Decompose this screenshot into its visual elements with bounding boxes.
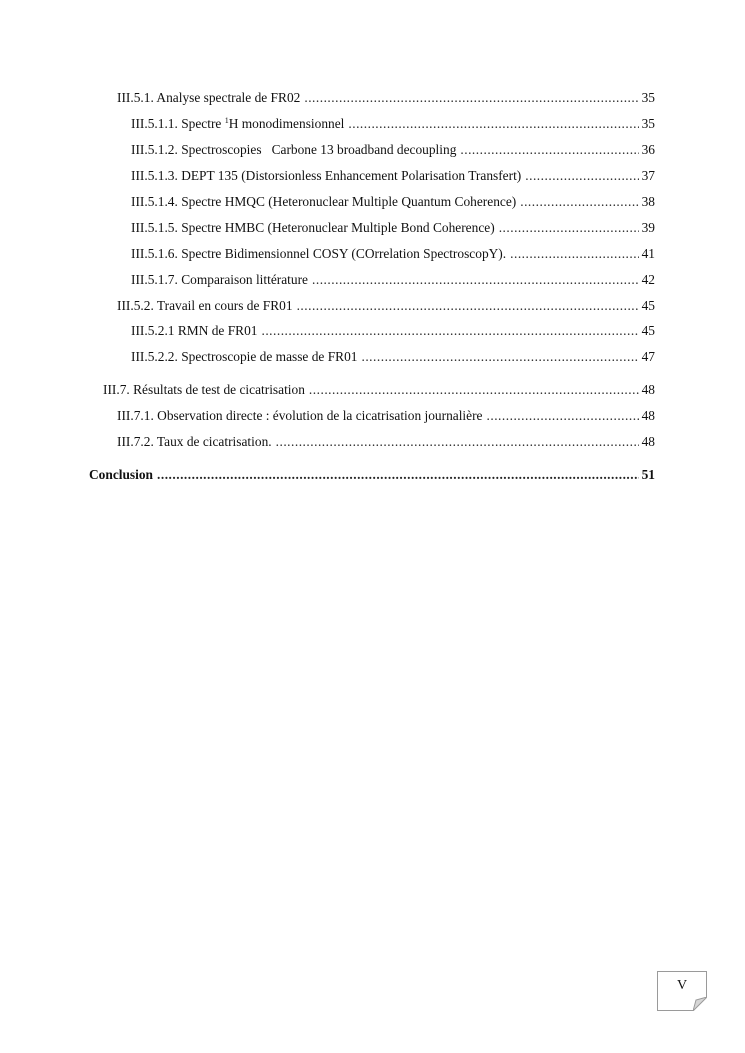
dot-leader xyxy=(276,434,639,450)
toc-entry-iii-7 xyxy=(103,382,655,398)
toc-entry-label: III.7.1. Observation directe : évolution de la cicatrisation journalière xyxy=(117,408,483,423)
toc-entry-page: 35 xyxy=(641,116,655,131)
dot-leader xyxy=(525,168,639,184)
toc-entry-superscript: 1 xyxy=(224,116,229,125)
toc-entry-label: III.5.1.6. Spectre Bidimensionnel COSY (COrrelation SpectroscopY). xyxy=(131,246,507,261)
toc-entry-label: III.5.2. Travail en cours de FR01 xyxy=(117,298,293,313)
dot-leader xyxy=(510,246,639,262)
toc-entry-page: 39 xyxy=(641,220,655,235)
toc-entry-page: 37 xyxy=(641,168,655,183)
dot-leader xyxy=(304,90,639,106)
dot-leader xyxy=(520,194,639,210)
dot-leader xyxy=(157,467,639,483)
toc-entry-label: III.5.2.2. Spectroscopie de masse de FR01 xyxy=(131,349,358,364)
toc-entry-iii-5-1-6 xyxy=(131,246,655,262)
toc-entry-page: 48 xyxy=(641,408,655,423)
page-curl-icon xyxy=(693,997,707,1011)
toc-entry-page: 42 xyxy=(641,272,655,287)
dot-leader xyxy=(309,382,639,398)
toc-entry-iii-5-1-1 xyxy=(131,116,655,132)
toc-entry-label xyxy=(131,116,344,132)
toc-entry-label: III.7. Résultats de test de cicatrisation xyxy=(103,382,305,397)
toc-entry-page: 48 xyxy=(641,434,655,449)
toc-entry-conclusion xyxy=(89,467,655,483)
toc-entry-iii-5-1-3 xyxy=(131,168,655,184)
toc-entry-iii-5-1-4 xyxy=(131,194,655,210)
dot-leader xyxy=(297,298,639,314)
toc-entry-label: III.5.1.3. DEPT 135 (Distorsionless Enhancement Polarisation Transfert) xyxy=(131,168,522,183)
toc-entry-iii-5-2-1 xyxy=(131,323,655,339)
toc-entry-iii-5-1-7 xyxy=(131,272,655,288)
dot-leader xyxy=(499,220,639,236)
toc-entry-label: III.5.1.7. Comparaison littérature xyxy=(131,272,309,287)
toc-entry-page: 47 xyxy=(641,349,655,364)
toc-entry-label: III.5.1.5. Spectre HMBC (Heteronuclear Multiple Bond Coherence) xyxy=(131,220,495,235)
toc-entry-label: III.7.2. Taux de cicatrisation. xyxy=(117,434,272,449)
toc-entry-iii-5-1 xyxy=(117,90,655,106)
toc-entry-page: 38 xyxy=(641,194,655,209)
toc-entry-label: Conclusion xyxy=(89,467,153,482)
toc-entry-label: III.5.1.4. Spectre HMQC (Heteronuclear Multiple Quantum Coherence) xyxy=(131,194,517,209)
toc-entry-page: 45 xyxy=(641,298,655,313)
toc-entry-iii-5-1-5 xyxy=(131,220,655,236)
dot-leader xyxy=(261,323,639,339)
page-number: V xyxy=(676,978,688,993)
toc-entry-page: 35 xyxy=(641,90,655,105)
toc-entry-label: III.5.2.1 RMN de FR01 xyxy=(131,323,258,338)
toc-entry-page: 41 xyxy=(641,246,655,261)
dot-leader xyxy=(348,116,639,132)
toc-entry-iii-7-2 xyxy=(117,434,655,450)
toc-entry-page: 45 xyxy=(641,323,655,338)
dot-leader xyxy=(487,408,639,424)
toc-entry-iii-7-1 xyxy=(117,408,655,424)
toc-entry-label: III.5.1.2. Spectroscopies Carbone 13 broadband decoupling xyxy=(131,142,457,157)
toc-entry-page: 48 xyxy=(641,382,655,397)
page-number-box xyxy=(657,971,707,1011)
toc-entry-iii-5-2 xyxy=(117,298,655,314)
toc-entry-iii-5-1-2 xyxy=(131,142,655,158)
toc-entry-label-after: H monodimensionnel xyxy=(228,116,345,131)
dot-leader xyxy=(361,349,639,365)
toc-entry-iii-5-2-2 xyxy=(131,349,655,365)
toc-entry-page: 51 xyxy=(641,467,655,482)
dot-leader xyxy=(312,272,639,288)
dot-leader xyxy=(460,142,639,158)
toc-entry-label-before: III.5.1.1. Spectre xyxy=(131,116,225,131)
toc-entry-page: 36 xyxy=(641,142,655,157)
toc-entry-label: III.5.1. Analyse spectrale de FR02 xyxy=(117,90,301,105)
